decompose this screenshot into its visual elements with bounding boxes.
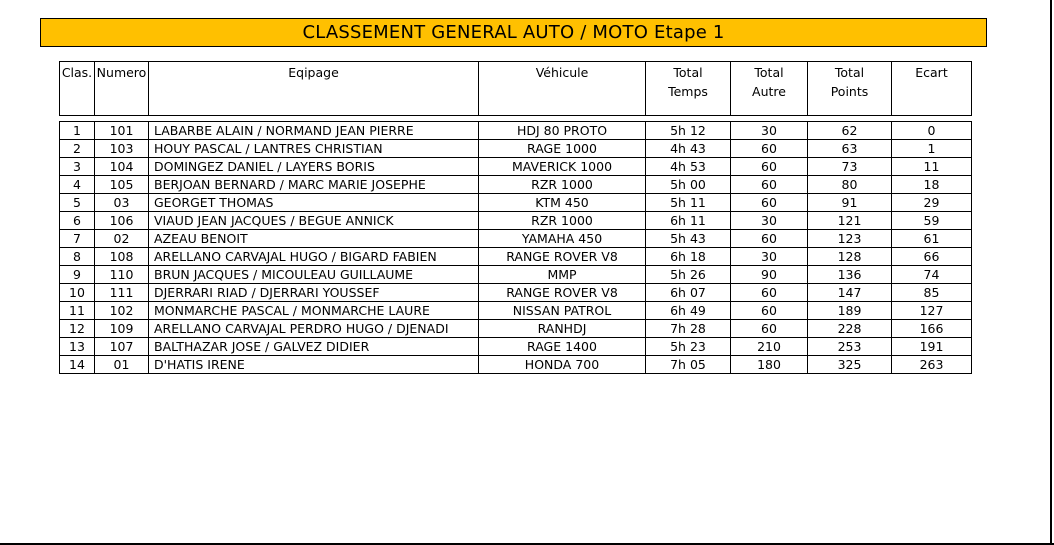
cell-equipage: ARELLANO CARVAJAL PERDRO HUGO / DJENADI <box>149 320 479 338</box>
table-row <box>60 338 972 356</box>
cell-clas: 3 <box>60 158 95 176</box>
cell-equipage: D'HATIS IRENE <box>149 356 479 374</box>
cell-total-temps: 7h 28 <box>646 320 731 338</box>
cell-equipage: VIAUD JEAN JACQUES / BEGUE ANNICK <box>149 212 479 230</box>
cell-ecart: 61 <box>892 230 972 248</box>
cell-total-autre: 60 <box>731 140 808 158</box>
col-header-total-autre-line2: Autre <box>752 84 786 99</box>
results-table-body <box>60 122 972 374</box>
col-header-total-points <box>808 62 892 116</box>
cell-numero: 02 <box>95 230 149 248</box>
cell-clas: 9 <box>60 266 95 284</box>
cell-clas: 11 <box>60 302 95 320</box>
cell-vehicule: RAGE 1000 <box>479 140 646 158</box>
cell-numero: 107 <box>95 338 149 356</box>
cell-ecart: 0 <box>892 122 972 140</box>
cell-total-points: 147 <box>808 284 892 302</box>
cell-vehicule: KTM 450 <box>479 194 646 212</box>
cell-numero: 101 <box>95 122 149 140</box>
cell-clas: 2 <box>60 140 95 158</box>
cell-ecart: 29 <box>892 194 972 212</box>
cell-equipage: BERJOAN BERNARD / MARC MARIE JOSEPHE <box>149 176 479 194</box>
cell-clas: 5 <box>60 194 95 212</box>
cell-total-autre: 60 <box>731 158 808 176</box>
cell-numero: 110 <box>95 266 149 284</box>
cell-total-points: 91 <box>808 194 892 212</box>
cell-vehicule: RZR 1000 <box>479 212 646 230</box>
cell-numero: 103 <box>95 140 149 158</box>
cell-ecart: 18 <box>892 176 972 194</box>
cell-numero: 102 <box>95 302 149 320</box>
cell-total-points: 80 <box>808 176 892 194</box>
cell-clas: 7 <box>60 230 95 248</box>
cell-numero: 108 <box>95 248 149 266</box>
col-header-equipage-label: Eqipage <box>288 65 339 80</box>
cell-total-points: 63 <box>808 140 892 158</box>
results-table-header <box>59 61 972 116</box>
cell-total-temps: 6h 07 <box>646 284 731 302</box>
cell-vehicule: RZR 1000 <box>479 176 646 194</box>
table-row <box>60 284 972 302</box>
cell-total-points: 73 <box>808 158 892 176</box>
cell-clas: 6 <box>60 212 95 230</box>
cell-total-temps: 5h 26 <box>646 266 731 284</box>
cell-total-autre: 60 <box>731 284 808 302</box>
cell-total-points: 121 <box>808 212 892 230</box>
cell-total-autre: 210 <box>731 338 808 356</box>
cell-total-points: 325 <box>808 356 892 374</box>
cell-total-autre: 180 <box>731 356 808 374</box>
cell-total-points: 62 <box>808 122 892 140</box>
cell-equipage: GEORGET THOMAS <box>149 194 479 212</box>
cell-clas: 10 <box>60 284 95 302</box>
table-row <box>60 158 972 176</box>
cell-total-autre: 30 <box>731 212 808 230</box>
cell-total-autre: 60 <box>731 302 808 320</box>
cell-total-temps: 5h 12 <box>646 122 731 140</box>
cell-clas: 12 <box>60 320 95 338</box>
cell-total-temps: 5h 11 <box>646 194 731 212</box>
cell-vehicule: MMP <box>479 266 646 284</box>
col-header-equipage <box>149 62 479 116</box>
cell-equipage: ARELLANO CARVAJAL HUGO / BIGARD FABIEN <box>149 248 479 266</box>
cell-equipage: DOMINGEZ DANIEL / LAYERS BORIS <box>149 158 479 176</box>
cell-total-points: 253 <box>808 338 892 356</box>
cell-total-autre: 60 <box>731 320 808 338</box>
col-header-numero-label: Numero <box>96 65 147 80</box>
cell-ecart: 166 <box>892 320 972 338</box>
cell-total-temps: 4h 53 <box>646 158 731 176</box>
cell-vehicule: NISSAN PATROL <box>479 302 646 320</box>
cell-total-autre: 90 <box>731 266 808 284</box>
cell-ecart: 74 <box>892 266 972 284</box>
cell-equipage: AZEAU BENOIT <box>149 230 479 248</box>
cell-numero: 109 <box>95 320 149 338</box>
cell-vehicule: HDJ 80 PROTO <box>479 122 646 140</box>
cell-vehicule: MAVERICK 1000 <box>479 158 646 176</box>
col-header-total-temps-line2: Temps <box>668 84 708 99</box>
table-row <box>60 230 972 248</box>
cell-ecart: 11 <box>892 158 972 176</box>
cell-clas: 14 <box>60 356 95 374</box>
col-header-total-autre <box>731 62 808 116</box>
cell-clas: 8 <box>60 248 95 266</box>
col-header-vehicule-label: Véhicule <box>535 65 589 80</box>
cell-total-autre: 60 <box>731 230 808 248</box>
cell-vehicule: RANHDJ <box>479 320 646 338</box>
cell-total-points: 189 <box>808 302 892 320</box>
cell-total-temps: 6h 11 <box>646 212 731 230</box>
cell-numero: 104 <box>95 158 149 176</box>
table-row <box>60 266 972 284</box>
cell-total-points: 228 <box>808 320 892 338</box>
col-header-numero <box>95 62 149 116</box>
cell-numero: 111 <box>95 284 149 302</box>
cell-total-autre: 30 <box>731 122 808 140</box>
cell-total-temps: 4h 43 <box>646 140 731 158</box>
cell-clas: 1 <box>60 122 95 140</box>
cell-clas: 13 <box>60 338 95 356</box>
cell-total-points: 128 <box>808 248 892 266</box>
table-row <box>60 176 972 194</box>
cell-ecart: 127 <box>892 302 972 320</box>
cell-vehicule: YAMAHA 450 <box>479 230 646 248</box>
table-row <box>60 320 972 338</box>
col-header-vehicule <box>479 62 646 116</box>
cell-equipage: DJERRARI RIAD / DJERRARI YOUSSEF <box>149 284 479 302</box>
cell-numero: 106 <box>95 212 149 230</box>
cell-equipage: BRUN JACQUES / MICOULEAU GUILLAUME <box>149 266 479 284</box>
results-table <box>59 121 972 374</box>
page-title: CLASSEMENT GENERAL AUTO / MOTO Etape 1 <box>40 18 987 47</box>
cell-total-points: 136 <box>808 266 892 284</box>
cell-numero: 01 <box>95 356 149 374</box>
cell-clas: 4 <box>60 176 95 194</box>
col-header-total-temps-line1: Total <box>673 65 703 80</box>
table-row <box>60 212 972 230</box>
cell-ecart: 1 <box>892 140 972 158</box>
col-header-ecart <box>892 62 972 116</box>
col-header-ecart-label: Ecart <box>915 65 948 80</box>
cell-total-autre: 60 <box>731 176 808 194</box>
cell-total-temps: 6h 18 <box>646 248 731 266</box>
table-row <box>60 194 972 212</box>
table-row <box>60 248 972 266</box>
cell-ecart: 263 <box>892 356 972 374</box>
cell-total-temps: 5h 43 <box>646 230 731 248</box>
table-row <box>60 356 972 374</box>
table-row <box>60 122 972 140</box>
cell-total-temps: 7h 05 <box>646 356 731 374</box>
cell-total-points: 123 <box>808 230 892 248</box>
window-border-right <box>1050 0 1052 545</box>
col-header-total-temps <box>646 62 731 116</box>
cell-numero: 03 <box>95 194 149 212</box>
col-header-total-autre-line1: Total <box>754 65 784 80</box>
table-row <box>60 302 972 320</box>
cell-equipage: LABARBE ALAIN / NORMAND JEAN PIERRE <box>149 122 479 140</box>
table-row <box>60 140 972 158</box>
cell-vehicule: RANGE ROVER V8 <box>479 248 646 266</box>
cell-total-autre: 60 <box>731 194 808 212</box>
col-header-clas <box>60 62 95 116</box>
cell-equipage: MONMARCHE PASCAL / MONMARCHE LAURE <box>149 302 479 320</box>
cell-total-temps: 6h 49 <box>646 302 731 320</box>
cell-ecart: 191 <box>892 338 972 356</box>
cell-total-temps: 5h 00 <box>646 176 731 194</box>
col-header-total-points-line1: Total <box>834 65 865 80</box>
cell-equipage: BALTHAZAR JOSE / GALVEZ DIDIER <box>149 338 479 356</box>
cell-equipage: HOUY PASCAL / LANTRES CHRISTIAN <box>149 140 479 158</box>
cell-vehicule: RAGE 1400 <box>479 338 646 356</box>
cell-ecart: 85 <box>892 284 972 302</box>
cell-ecart: 66 <box>892 248 972 266</box>
cell-total-temps: 5h 23 <box>646 338 731 356</box>
cell-total-autre: 30 <box>731 248 808 266</box>
col-header-clas-label: Clas. <box>61 65 93 80</box>
cell-vehicule: HONDA 700 <box>479 356 646 374</box>
cell-ecart: 59 <box>892 212 972 230</box>
cell-vehicule: RANGE ROVER V8 <box>479 284 646 302</box>
col-header-total-points-line2: Points <box>830 84 869 99</box>
cell-numero: 105 <box>95 176 149 194</box>
